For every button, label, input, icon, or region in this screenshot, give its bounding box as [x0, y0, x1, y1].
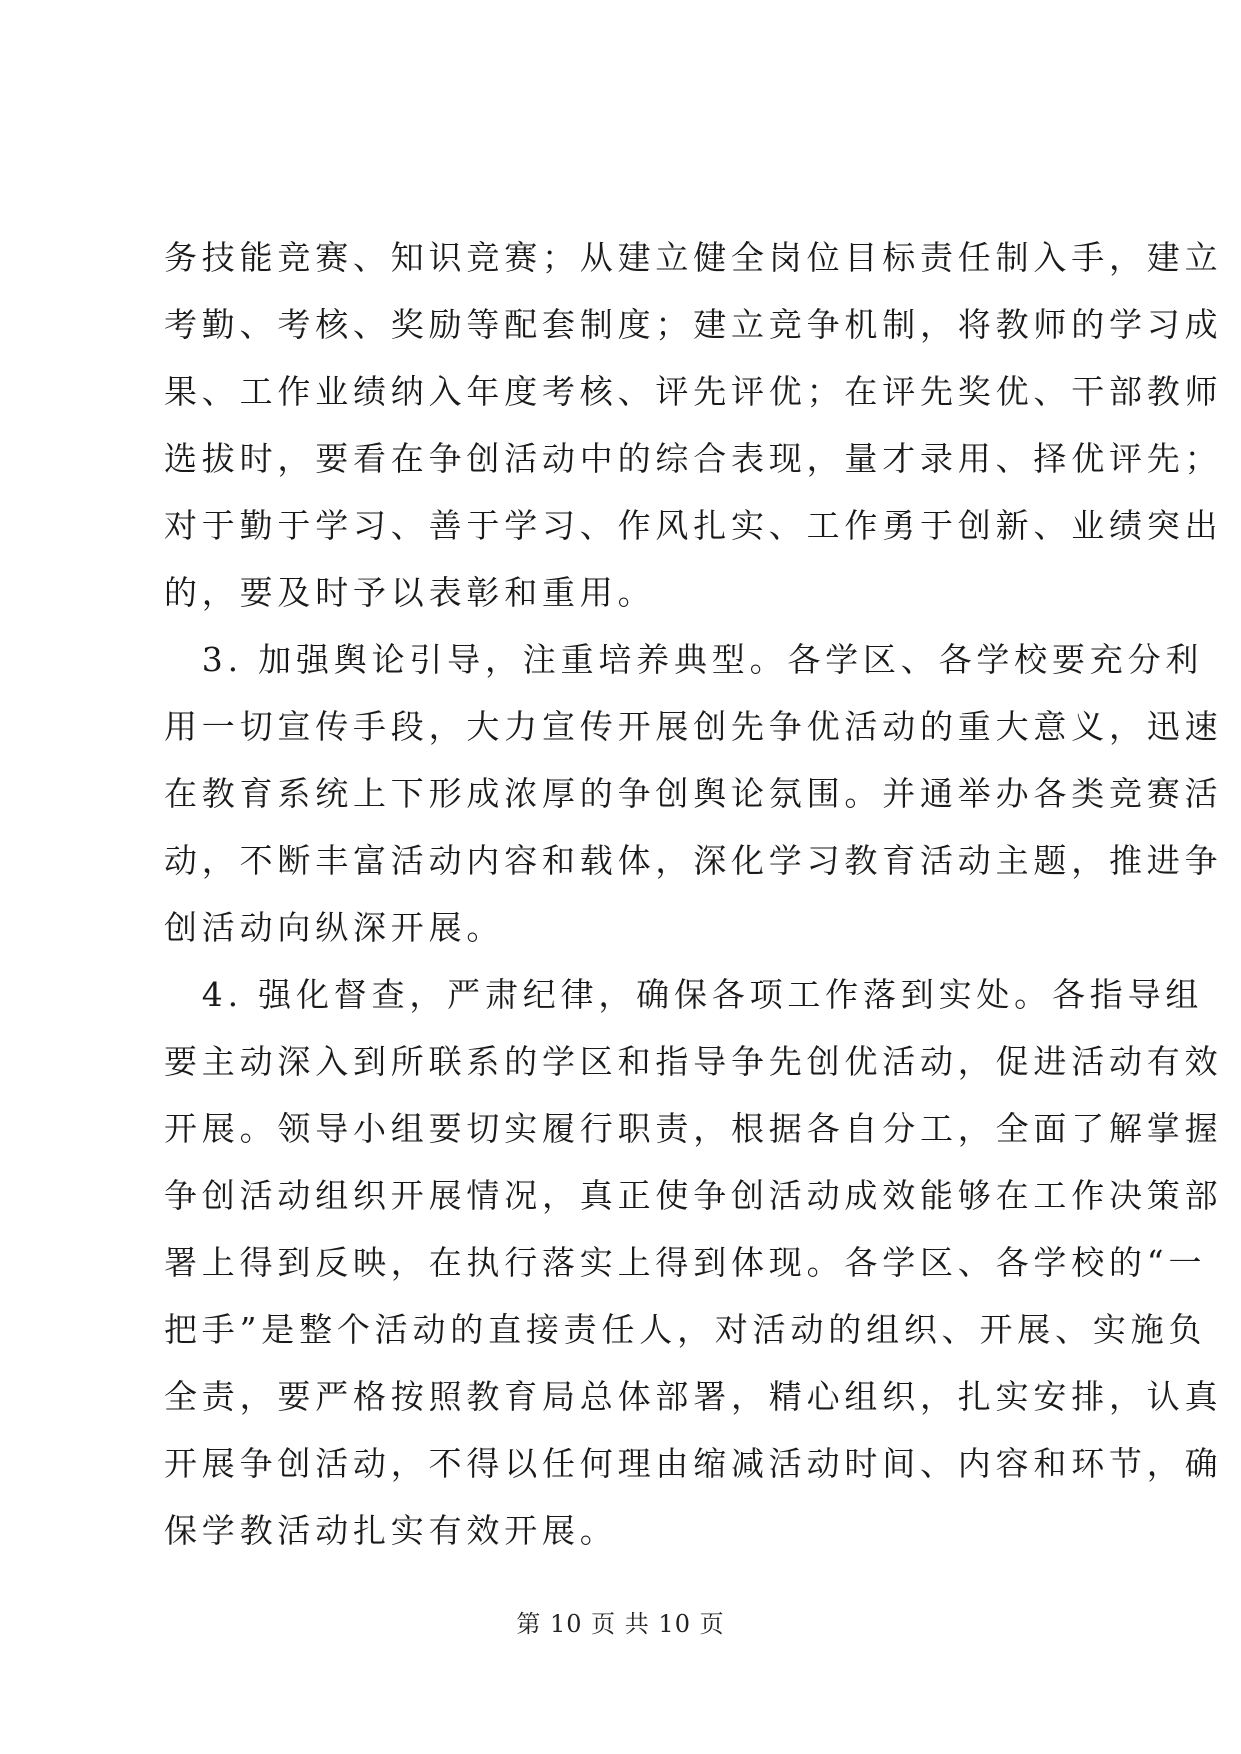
text-line: 争创活动组织开展情况，真正使争创活动成效能够在工作决策部	[164, 1176, 1223, 1215]
text-line: 务技能竞赛、知识竞赛；从建立健全岗位目标责任制入手，建立	[164, 238, 1223, 277]
text-line: 选拔时，要看在争创活动中的综合表现，量才录用、择优评先；	[164, 439, 1223, 478]
text-line: 3. 加强舆论引导，注重培养典型。各学区、各学校要充分利	[164, 640, 1204, 679]
text-line: 4. 强化督查，严肃纪律，确保各项工作落到实处。各指导组	[164, 975, 1204, 1014]
paragraph-3	[164, 961, 1223, 1564]
page-footer: 第 10 页 共 10 页	[516, 1610, 725, 1638]
text-line: 果、工作业绩纳入年度考核、评先评优；在评先奖优、干部教师	[164, 372, 1223, 411]
text-line: 对于勤于学习、善于学习、作风扎实、工作勇于创新、业绩突出	[164, 506, 1223, 545]
text-line: 创活动向纵深开展。	[164, 908, 505, 947]
text-line: 动，不断丰富活动内容和载体，深化学习教育活动主题，推进争	[164, 841, 1223, 880]
text-line: 署上得到反映，在执行落实上得到体现。各学区、各学校的“一	[164, 1243, 1207, 1282]
text-line: 开展。领导小组要切实履行职责，根据各自分工，全面了解掌握	[164, 1109, 1223, 1148]
text-line: 在教育系统上下形成浓厚的争创舆论氛围。并通举办各类竞赛活	[164, 774, 1223, 813]
text-line: 开展争创活动，不得以任何理由缩减活动时间、内容和环节，确	[164, 1444, 1223, 1483]
text-line: 要主动深入到所联系的学区和指导争先创优活动，促进活动有效	[164, 1042, 1223, 1081]
paragraph-1	[164, 224, 1223, 626]
text-line: 考勤、考核、奖励等配套制度；建立竞争机制，将教师的学习成	[164, 305, 1223, 344]
text-line: 的，要及时予以表彰和重用。	[164, 573, 656, 612]
document-body	[164, 224, 1223, 1564]
text-line: 保学教活动扎实有效开展。	[164, 1511, 618, 1550]
text-line: 全责，要严格按照教育局总体部署，精心组织，扎实安排，认真	[164, 1377, 1223, 1416]
text-line: 用一切宣传手段，大力宣传开展创先争优活动的重大意义，迅速	[164, 707, 1223, 746]
text-line: 把手”是整个活动的直接责任人，对活动的组织、开展、实施负	[164, 1310, 1207, 1349]
paragraph-2	[164, 626, 1223, 961]
